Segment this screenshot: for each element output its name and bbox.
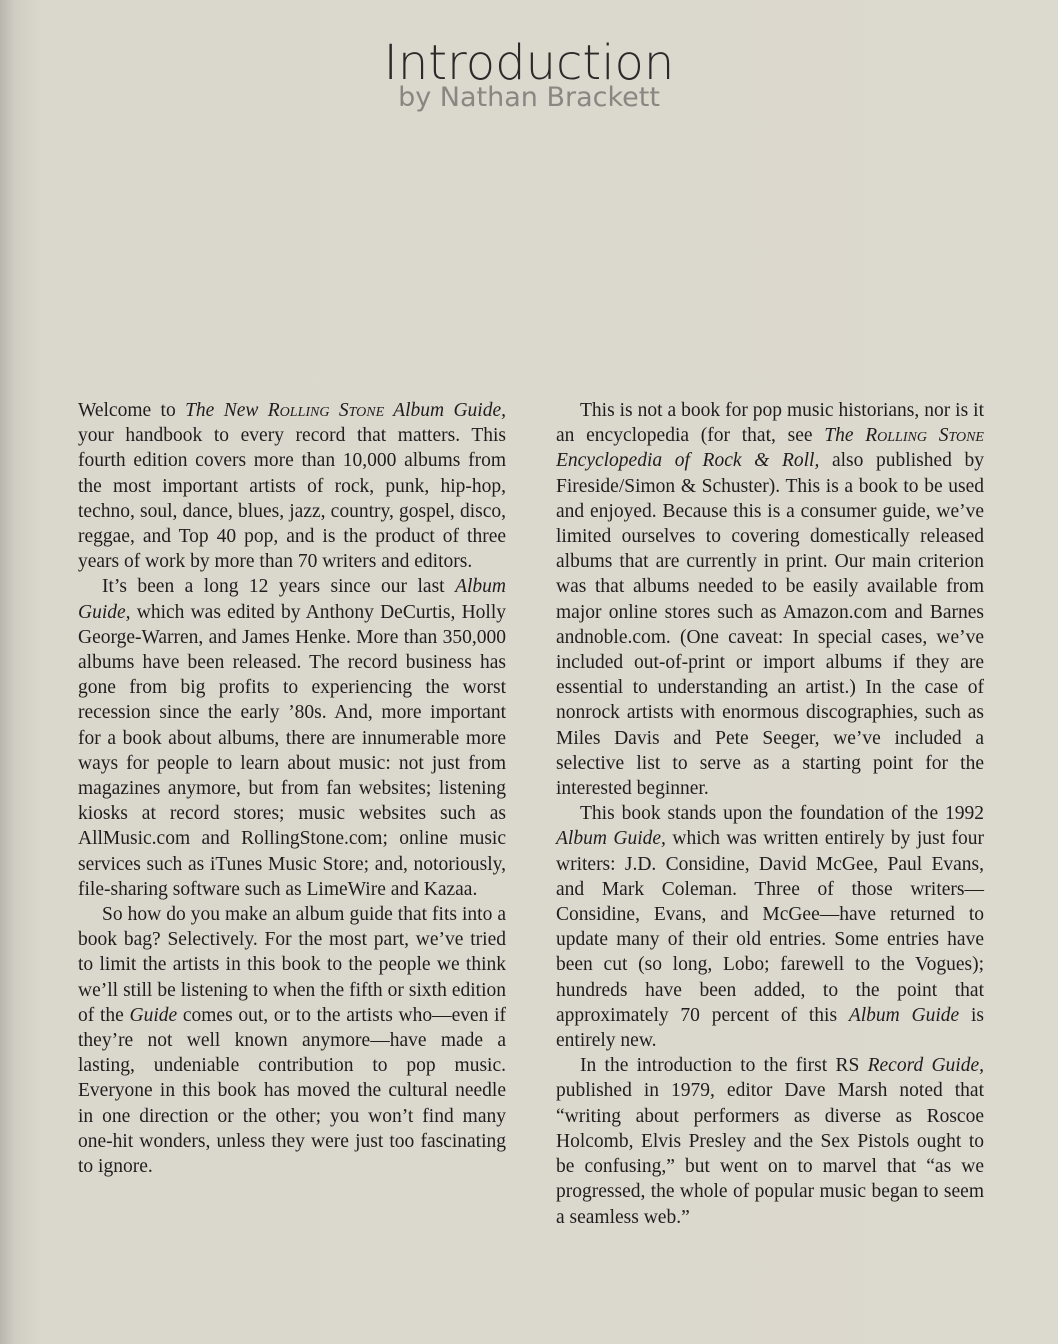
left-column: [78, 398, 506, 1179]
paragraph: So how do you make an album guide that fits into a book bag? Selectively. For the most part, we’ve tried to limit the artists in this book to the people we think we’ll still be listening to when the fifth or sixth edition of the Guide comes out, or to the artists who—even if they’re not well known anymore—have made a lasting, undeniable contribution to pop music. Everyone in this book has moved the cultural needle in one direction or the other; you won’t find many one-hit wonders, unless they were just too fascinating to ignore.: [78, 904, 506, 1178]
paragraph: This book stands upon the foundation of the 1992 Album Guide, which was written entirely by just four writers: J.D. Considine, David McGee, Paul Evans, and Mark Coleman. Three of those writers—Considine, Evans, and McGee—have returned to update many of their old entries. Some entries have been cut (so long, Lobo; farewell to the Vogues); hundreds have been added, to the point that approximately 70 percent of this Album Guide is entirely new.: [556, 803, 984, 1052]
paragraph: In the introduction to the first RS Record Guide, published in 1979, editor Dave Marsh noted that “writing about performers as diverse as Roscoe Holcomb, Elvis Presley and the Sex Pistols ought to be confusing,” but went on to marvel that “as we progressed, the whole of popular music began to seem a seamless web.”: [556, 1055, 985, 1228]
author-byline: by Nathan Brackett: [398, 82, 660, 113]
paragraph: It’s been a long 12 years since our last Album Guide, which was edited by Anthony DeCurtis, Holly George-Warren, and James Henke. More than 350,000 albums have been released. The record business has gone from big profits to experiencing the worst recession since the early ’80s. And, more important for a book about albums, there are innumerable more ways for people to learn about music: not just from magazines anymore, but from fan websites; listening kiosks at record stores; music websites such as AllMusic.com and RollingStone.com; online music services such as iTunes Music Store; and, notoriously, file-sharing software such as LimeWire and Kazaa.: [78, 576, 506, 900]
paragraph: Welcome to The New Rolling Stone Album Guide, your handbook to every record that matters. This fourth edition covers more than 10,000 albums from the most important artists of rock, punk, hip-hop, techno, soul, dance, blues, jazz, country, gospel, disco, reggae, and Top 40 pop, and is the product of three years of work by more than 70 writers and editors.: [78, 400, 506, 573]
right-column: [556, 398, 984, 1230]
page-title: Introduction: [383, 35, 675, 91]
paragraph: This is not a book for pop music historians, nor is it an encyclopedia (for that, see The Rolling Stone Encyclopedia of Rock & Roll, also published by Fireside/Simon & Schuster). This is a book to be used and enjoyed. Because this is a consumer guide, we’ve limited ourselves to covering domestically released albums that are currently in print. Our main criterion was that albums needed to be easily available from major online stores such as Amazon.com and Barnes andnoble.com. (One caveat: In special cases, we’ve included out-of-print or import albums if they are essential to understanding an artist.) In the case of nonrock artists with enormous discographies, such as Miles Davis and Pete Seeger, we’ve included a selective list to serve as a starting point for the interested beginner.: [556, 400, 984, 800]
